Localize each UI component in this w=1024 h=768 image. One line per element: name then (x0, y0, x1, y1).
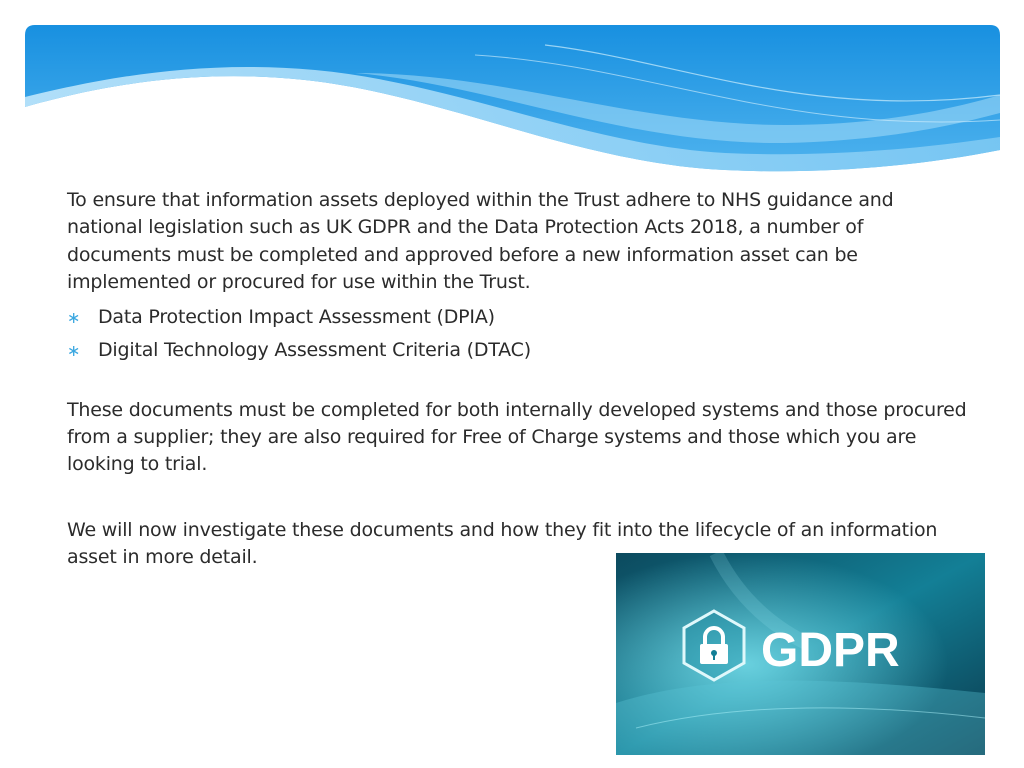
asterisk-bullet-icon: ∗ (67, 340, 81, 360)
list-item-text: Data Protection Impact Assessment (DPIA) (98, 305, 495, 328)
slide-content (67, 187, 972, 572)
list-item-text: Digital Technology Assessment Criteria (DTAC) (98, 338, 531, 361)
document-list (67, 301, 972, 367)
closing-paragraph: We will now investigate these documents and how they fit into the lifecycle of an information asset in more detail. (67, 518, 938, 569)
gdpr-image (616, 553, 985, 755)
asterisk-bullet-icon: ∗ (67, 307, 81, 327)
requirements-paragraph: These documents must be completed for both internally developed systems and those procured from a supplier; they are also required for Free of Charge systems and those which you are looking to trial. (67, 398, 967, 476)
list-item (67, 334, 972, 367)
intro-paragraph: To ensure that information assets deployed within the Trust adhere to NHS guidance and national legislation such as UK GDPR and the Data Protection Acts 2018, a number of documents must be completed and approved before a new information asset can be implemented or procured for use within the Trust. (67, 189, 894, 294)
padlock-icon (684, 611, 744, 680)
gdpr-logo-text: GDPR (761, 624, 900, 677)
header-wave-banner (25, 25, 1000, 180)
list-item (67, 301, 972, 334)
